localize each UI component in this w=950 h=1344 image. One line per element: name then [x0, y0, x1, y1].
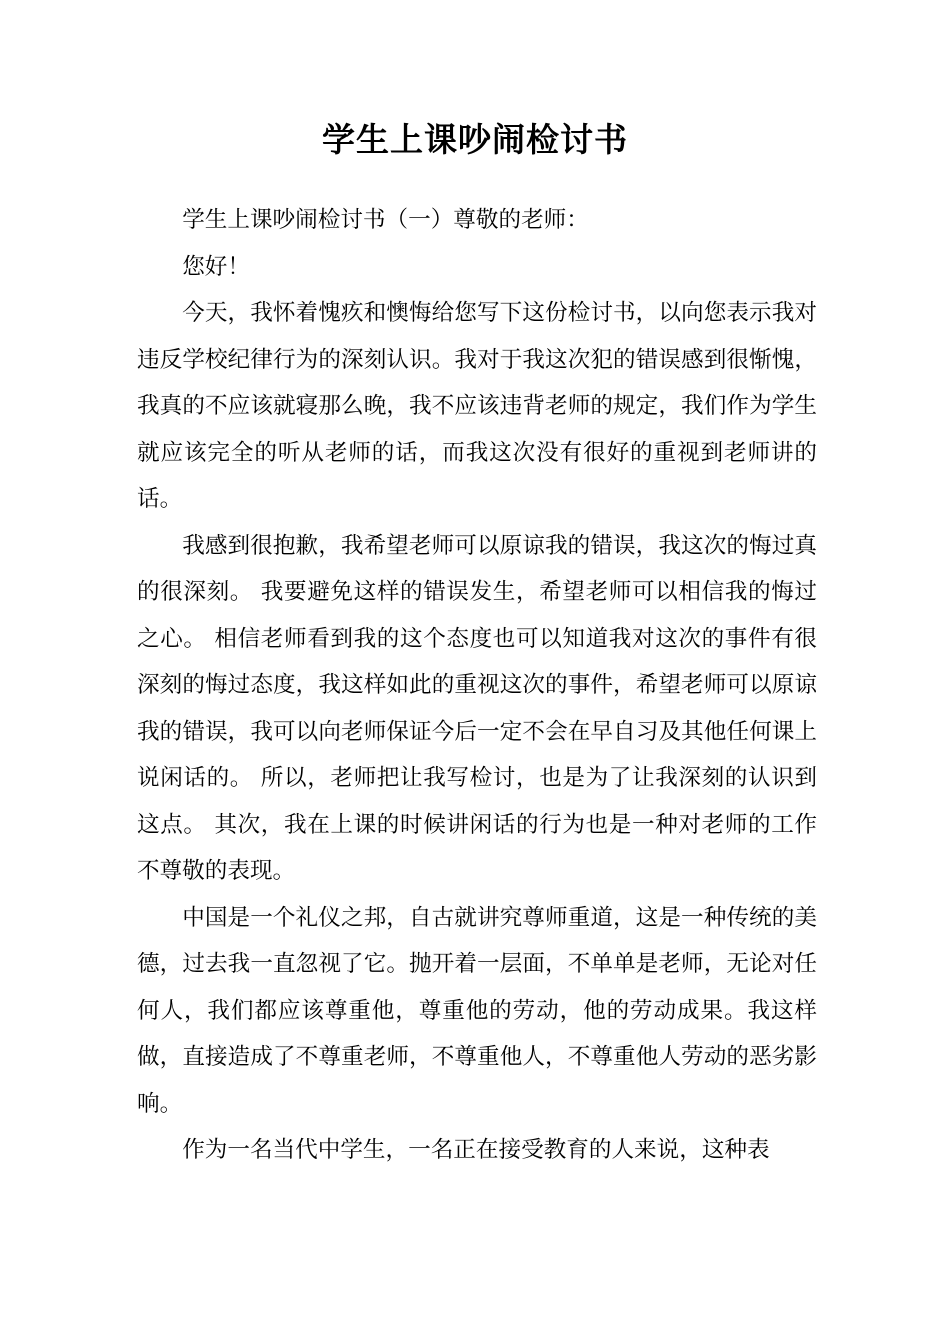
- paragraph-4: 作为一名当代中学生，一名正在接受教育的人来说，这种表: [182, 1137, 770, 1163]
- paragraph-2: 我感到很抱歉，我希望老师可以原谅我的错误，我这次的悔过真的很深刻。 我要避免这样的错误发生，希望老师可以相信我的悔过之心。 相信老师看到我的这个态度也可以知道我对这次的事件有很深刻的悔过态度，我这样如此的重视这次的事件，希望老师可以原谅我的错误，我可以向老师保证今后一定不会在早自习及其他任何课上说闲话的。 所以，老师把让我写检讨，也是为了让我深刻的认识到这点。 其次，我在上课的时候讲闲话的行为也是一种对老师的工作不尊敬的表现。: [137, 532, 817, 884]
- paragraph-greeting: 您好！: [182, 253, 250, 280]
- paragraph-1: 今天，我怀着愧疚和懊悔给您写下这份检讨书，以向您表示我对违反学校纪律行为的深刻认识。我对于我这次犯的错误感到很惭愧，我真的不应该就寝那么晚，我不应该违背老师的规定，我们作为学生就应该完全的听从老师的话，而我这次没有很好的重视到老师讲的话。: [137, 300, 817, 512]
- paragraph-salutation: 学生上课吵闹检讨书（一）尊敬的老师：: [182, 207, 589, 233]
- document-title: 学生上课吵闹检讨书: [322, 120, 628, 159]
- document-body: [137, 197, 817, 1174]
- paragraph-3: 中国是一个礼仪之邦，自古就讲究尊师重道，这是一种传统的美德，过去我一直忽视了它。抛开着一层面，不单单是老师，无论对任何人，我们都应该尊重他，尊重他的劳动，他的劳动成果。我这样做，直接造成了不尊重老师，不尊重他人，不尊重他人劳动的恶劣影响。: [137, 904, 817, 1117]
